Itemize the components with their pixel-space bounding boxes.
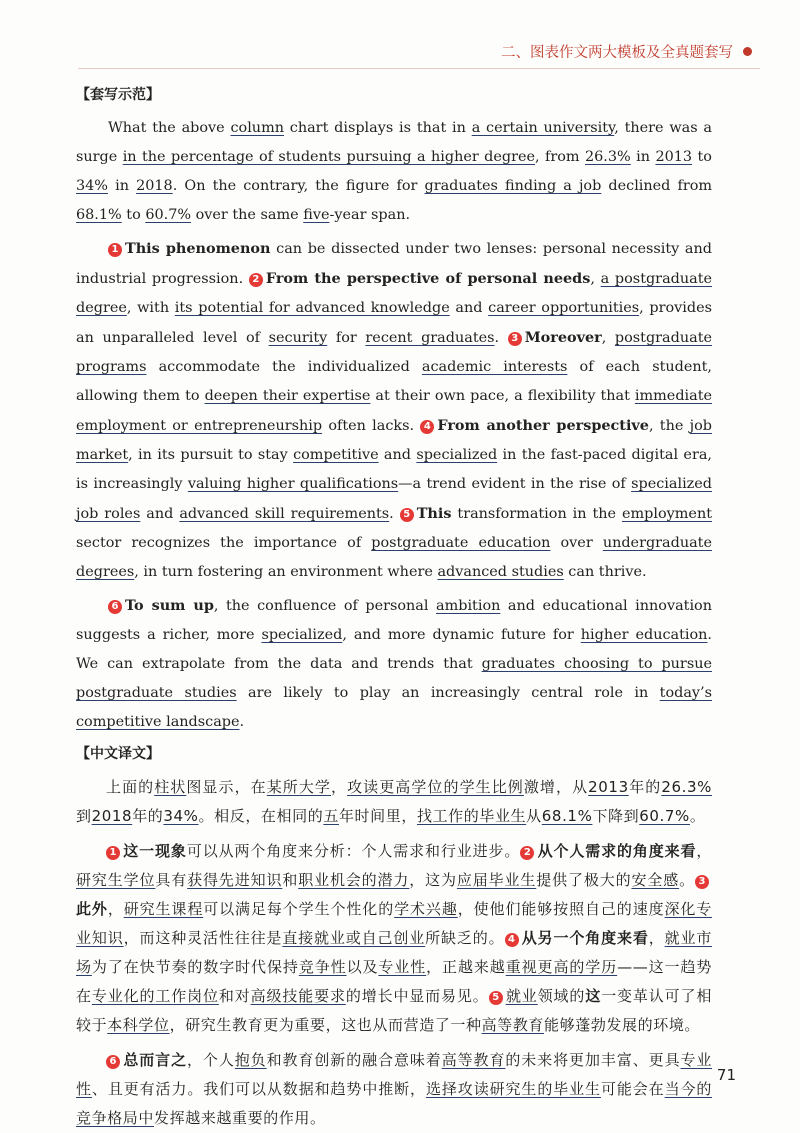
- page-number: 71: [716, 1066, 736, 1084]
- text-run: ，: [696, 842, 712, 860]
- sentence-number-badge: 5: [400, 508, 414, 522]
- underlined-phrase: advanced studies: [437, 564, 564, 580]
- text-run: , in turn fostering an environment where: [134, 564, 438, 580]
- underlined-phrase: 重视更高的学历: [505, 958, 618, 976]
- bold-phrase: From another perspective: [437, 417, 649, 434]
- underlined-phrase: 60.7%: [639, 807, 690, 825]
- text-run: , there was a surge: [76, 120, 712, 165]
- sample-section-title: 【套写示范】: [76, 87, 160, 103]
- page-body: [76, 84, 712, 1133]
- underlined-phrase: 高等教育: [441, 1051, 506, 1069]
- underlined-phrase: specialized: [261, 627, 343, 643]
- bold-phrase: 总而言之: [123, 1051, 187, 1069]
- text-run: 的未来将更加丰富、更具: [505, 1051, 681, 1069]
- sentence-number-badge: 6: [108, 600, 122, 614]
- underlined-phrase: 专业性: [76, 1051, 713, 1098]
- text-run: declined from: [601, 178, 713, 194]
- text-run: at their own pace, a flexibility that: [370, 388, 635, 404]
- underlined-phrase: 五: [323, 807, 339, 825]
- text-run: 到: [76, 807, 92, 825]
- underlined-phrase: academic interests: [421, 359, 568, 375]
- text-run: 年的: [628, 778, 662, 796]
- text-run: of each student, allowing them to: [76, 359, 712, 404]
- underlined-phrase: a certain university: [471, 120, 615, 136]
- bold-phrase: 这: [585, 987, 602, 1005]
- underlined-phrase: 34%: [76, 178, 108, 194]
- text-run: sector recognizes the importance of: [76, 535, 372, 551]
- underlined-phrase: 2018: [136, 178, 173, 194]
- text-run: and: [378, 447, 417, 463]
- bold-phrase: 从个人需求的角度来看: [537, 842, 697, 860]
- translation-paragraph-1: [76, 773, 712, 831]
- underlined-phrase: 专业化的工作岗位: [91, 987, 219, 1005]
- text-run: to: [692, 149, 712, 165]
- bold-phrase: This phenomenon: [125, 240, 271, 257]
- underlined-phrase: 职业机会的潜力: [298, 871, 410, 889]
- text-run: 领域的: [537, 987, 586, 1005]
- text-run: , provides an unparalleled level of: [76, 300, 712, 346]
- bold-phrase: To sum up: [125, 597, 214, 614]
- underlined-phrase: career opportunities: [488, 300, 640, 316]
- bold-phrase: From the perspective of personal needs: [265, 270, 591, 287]
- sentence-number-badge: 1: [106, 846, 120, 860]
- sample-paragraph-1: [76, 114, 712, 230]
- underlined-phrase: 68.1%: [76, 207, 122, 223]
- text-run: 和: [282, 871, 299, 889]
- text-run: 可以从两个角度来分析：个人需求和行业进步。: [186, 842, 521, 860]
- text-run: 上面的: [106, 778, 155, 796]
- translation-section-title: 【中文译文】: [76, 746, 160, 762]
- underlined-phrase: 2018: [91, 807, 133, 825]
- text-run: 和教育创新的融合意味着: [266, 1051, 442, 1069]
- text-run: 激增，从: [523, 778, 589, 796]
- text-run: to: [121, 207, 146, 223]
- underlined-phrase: 34%: [163, 807, 199, 825]
- underlined-phrase: 安全感: [631, 871, 680, 889]
- underlined-phrase: five: [303, 207, 330, 223]
- underlined-phrase: 26.3%: [661, 778, 712, 796]
- text-run: 以及: [346, 958, 379, 976]
- underlined-phrase: recent graduates: [365, 330, 495, 346]
- text-run: —a trend evident in the rise of: [398, 476, 632, 492]
- bold-phrase: 从另一个角度来看: [521, 929, 649, 947]
- text-run: 下降到: [592, 807, 640, 825]
- sentence-number-badge: 3: [508, 332, 522, 346]
- text-run: 、且更有活力。我们可以从数据和趋势中推断，: [91, 1080, 426, 1098]
- underlined-phrase: 研究生学位: [76, 871, 156, 889]
- text-run: 年的: [132, 807, 164, 825]
- sample-paragraph-3: [76, 591, 712, 737]
- header-rule: [78, 68, 760, 69]
- sentence-number-badge: 2: [520, 846, 534, 860]
- running-header: [501, 40, 752, 62]
- underlined-phrase: 攻读更高学位的学生比例: [347, 778, 524, 796]
- text-run: ，研究生教育更为重要，这也从而营造了一种: [169, 1016, 482, 1034]
- text-run: . We can extrapolate from the data and trends that: [76, 627, 712, 672]
- text-run: 为了在快节奏的数字时代保持: [91, 958, 299, 976]
- underlined-phrase: job market: [76, 418, 713, 463]
- text-run: 发挥越来越重要的作用。: [154, 1109, 326, 1127]
- text-run: , with: [126, 300, 175, 316]
- underlined-phrase: specialized job roles: [76, 476, 712, 522]
- text-run: ，: [331, 778, 348, 796]
- underlined-phrase: 直接就业或自己创业: [282, 929, 426, 947]
- text-run: -year span.: [329, 207, 411, 223]
- underlined-phrase: advanced skill requirements: [179, 506, 390, 522]
- text-run: 可以满足每个学生个性化的: [203, 900, 395, 918]
- underlined-phrase: 专业性: [378, 958, 427, 976]
- underlined-phrase: higher education: [580, 627, 708, 643]
- text-run: 和对: [218, 987, 251, 1005]
- text-run: and educational innovation suggests a richer, more: [76, 598, 712, 643]
- underlined-phrase: 2013: [588, 778, 629, 796]
- sentence-number-badge: 3: [695, 875, 709, 889]
- text-run: ,: [601, 330, 615, 346]
- text-run: 所缺乏的。: [425, 929, 505, 947]
- underlined-phrase: 找工作的毕业生: [416, 807, 527, 825]
- text-run: 。: [689, 807, 706, 825]
- sentence-number-badge: 4: [505, 933, 519, 947]
- underlined-phrase: 柱状: [154, 778, 187, 796]
- text-run: , the: [648, 418, 690, 434]
- text-run: .: [494, 330, 508, 346]
- text-run: 的增长中显而易见。: [345, 987, 489, 1005]
- underlined-phrase: 26.3%: [585, 149, 631, 165]
- text-run: , and more dynamic future for: [342, 627, 581, 643]
- text-run: in the fast-paced digital era, is increasingly: [76, 447, 712, 492]
- text-run: and: [140, 506, 180, 522]
- translation-paragraph-3: [76, 1046, 712, 1133]
- text-run: 。: [679, 871, 695, 889]
- text-run: are likely to play an increasingly central role in: [236, 685, 660, 701]
- bold-phrase: Moreover: [524, 329, 602, 346]
- text-run: can thrive.: [563, 564, 647, 580]
- sentence-number-badge: 4: [420, 420, 434, 434]
- underlined-phrase: 2013: [655, 149, 693, 165]
- sentence-number-badge: 1: [108, 243, 122, 257]
- underlined-phrase: 高级技能要求: [250, 987, 346, 1005]
- text-run: 一变革认可了相较于: [76, 987, 713, 1034]
- text-run: 。相反，在相同的: [198, 807, 324, 825]
- sample-paragraph-2: [76, 234, 712, 587]
- text-run: chart displays is that in: [283, 120, 472, 136]
- text-run: .: [239, 714, 245, 730]
- underlined-phrase: in the percentage of students pursuing a higher degree: [122, 149, 536, 165]
- underlined-phrase: 60.7%: [145, 207, 192, 223]
- text-run: ，正越来越: [426, 958, 506, 976]
- text-run: in: [630, 149, 656, 165]
- text-run: .: [389, 506, 400, 522]
- translation-paragraph-2: [76, 837, 712, 1040]
- text-run: can be dissected under two lenses: personal necessity and industrial progression.: [76, 241, 712, 287]
- text-run: What the above: [108, 120, 231, 136]
- underlined-phrase: 本科学位: [107, 1016, 170, 1034]
- underlined-phrase: postgraduate programs: [76, 330, 712, 375]
- underlined-phrase: security: [268, 330, 328, 346]
- text-run: and: [449, 300, 489, 316]
- text-run: , in its pursuit to stay: [128, 447, 294, 463]
- underlined-phrase: undergraduate degrees: [76, 535, 712, 580]
- text-run: 具有: [155, 871, 188, 889]
- sentence-number-badge: 5: [489, 991, 503, 1005]
- underlined-phrase: graduates choosing to pursue postgraduate studies: [76, 656, 712, 701]
- underlined-phrase: valuing higher qualifications: [187, 476, 399, 492]
- underlined-phrase: immediate employment or entrepreneurship: [76, 388, 713, 434]
- bold-phrase: 这一现象: [123, 842, 187, 860]
- bullet-dot-icon: [743, 47, 752, 56]
- text-run: ，: [648, 929, 665, 947]
- underlined-phrase: ambition: [436, 598, 501, 614]
- text-run: 从: [526, 807, 542, 825]
- underlined-phrase: 深化专业知识: [76, 900, 712, 947]
- text-run: over the same: [191, 207, 304, 223]
- underlined-phrase: 获得先进知识: [187, 871, 283, 889]
- text-run: . On the contrary, the figure for: [172, 178, 425, 194]
- bold-phrase: 此外: [76, 900, 108, 918]
- underlined-phrase: 就业市场: [76, 929, 712, 976]
- translation-essay: [76, 773, 712, 1133]
- text-run: ——这一趋势在: [76, 958, 712, 1005]
- underlined-phrase: 就业: [505, 987, 538, 1005]
- text-run: 能够蓬勃发展的环境。: [544, 1016, 701, 1034]
- text-run: often lacks.: [322, 418, 421, 434]
- sample-essay: [76, 114, 712, 737]
- underlined-phrase: postgraduate education: [371, 535, 551, 551]
- underlined-phrase: its potential for advanced knowledge: [174, 300, 450, 316]
- underlined-phrase: 学术兴趣: [394, 900, 458, 918]
- header-title: 二、图表作文两大模板及全真题套写: [501, 44, 733, 61]
- text-run: 提供了极大的: [536, 871, 632, 889]
- sentence-number-badge: 6: [106, 1055, 120, 1069]
- underlined-phrase: 应届毕业生: [456, 871, 537, 889]
- text-run: 年时间里，: [338, 807, 417, 825]
- text-run: ，个人: [187, 1051, 235, 1069]
- underlined-phrase: 抱负: [234, 1051, 267, 1069]
- underlined-phrase: competitive: [293, 447, 379, 463]
- text-run: 可能会在: [600, 1080, 665, 1098]
- text-run: over: [550, 535, 603, 551]
- text-run: ，而这种灵活性往往是: [123, 929, 283, 947]
- bold-phrase: This: [416, 505, 452, 522]
- underlined-phrase: 当今的竞争格局中: [76, 1080, 713, 1127]
- underlined-phrase: a postgraduate degree: [76, 271, 713, 316]
- underlined-phrase: 选择攻读研究生的毕业生: [425, 1080, 601, 1098]
- underlined-phrase: deepen their expertise: [204, 388, 371, 404]
- underlined-phrase: column: [230, 120, 284, 136]
- text-run: ,: [590, 271, 601, 287]
- underlined-phrase: 某所大学: [266, 778, 331, 796]
- underlined-phrase: 竞争性: [298, 958, 347, 976]
- text-run: , from: [535, 149, 585, 165]
- underlined-phrase: graduates finding a job: [424, 178, 602, 194]
- text-run: accommodate the individualized: [146, 359, 422, 375]
- text-run: in: [108, 178, 137, 194]
- text-run: ，使他们能够按照自己的速度: [457, 900, 665, 918]
- underlined-phrase: 研究生课程: [123, 900, 204, 918]
- text-run: transformation in the: [451, 506, 623, 522]
- text-run: ，: [107, 900, 124, 918]
- text-run: ，这为: [409, 871, 457, 889]
- text-run: , the confluence of personal: [213, 598, 437, 614]
- underlined-phrase: specialized: [416, 447, 498, 463]
- underlined-phrase: 高等教育: [481, 1016, 545, 1034]
- underlined-phrase: 68.1%: [541, 807, 593, 825]
- text-run: 图显示，在: [186, 778, 267, 796]
- underlined-phrase: employment: [622, 506, 712, 522]
- sentence-number-badge: 2: [249, 273, 263, 287]
- underlined-phrase: today’s competitive landscape: [76, 685, 712, 730]
- text-run: for: [327, 330, 366, 346]
